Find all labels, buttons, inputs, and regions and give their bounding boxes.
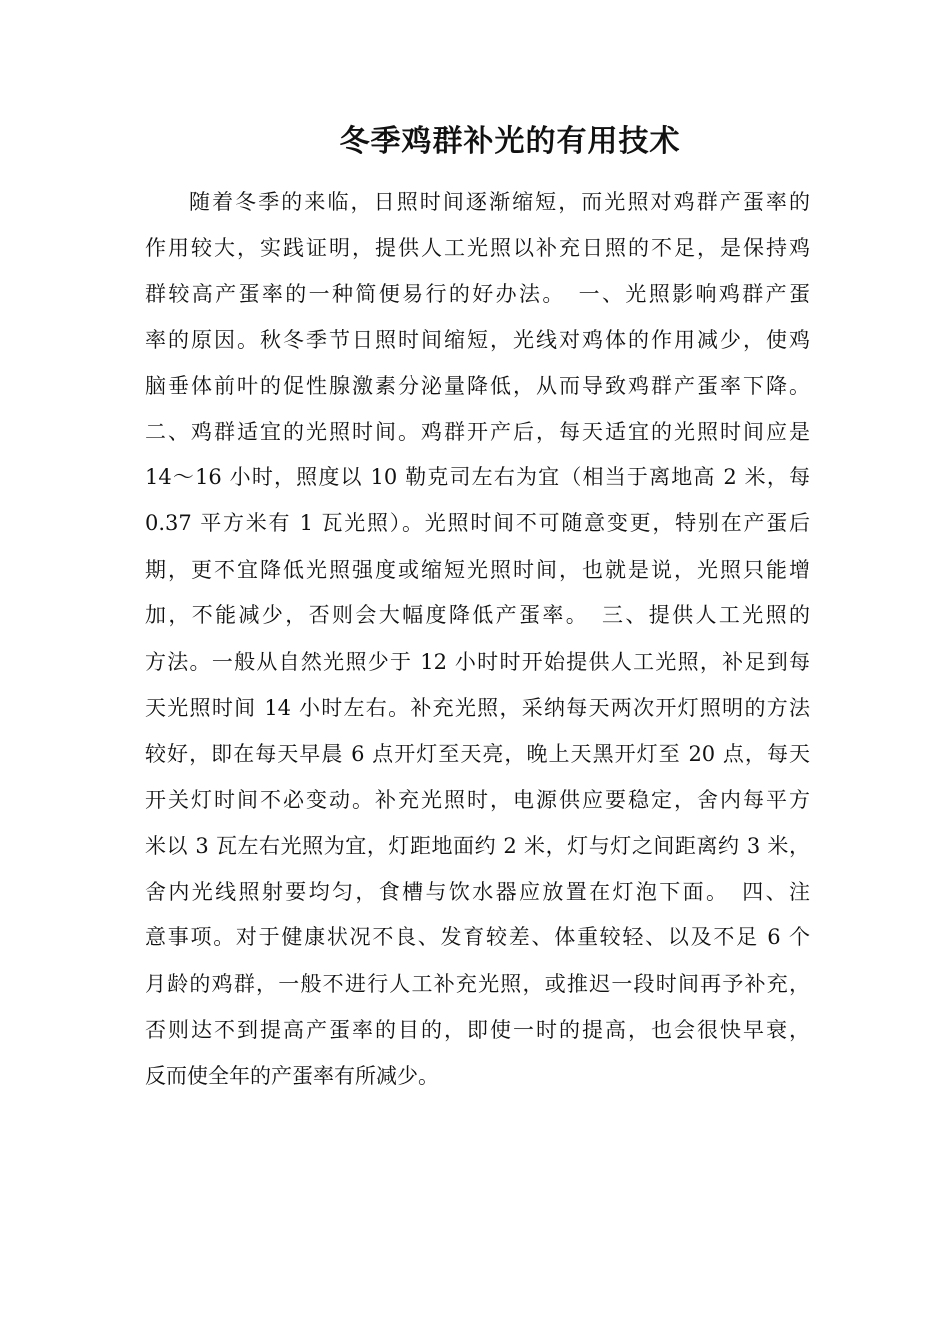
body-line: 方法。一般从自然光照少于 12 小时时开始提供人工光照，补足到每: [145, 650, 810, 674]
body-line: 米以 3 瓦左右光照为宜，灯距地面约 2 米，灯与灯之间距离约 3 米，: [145, 834, 810, 858]
body-line: 加，不能减少，否则会大幅度降低产蛋率。 三、提供人工光照的: [145, 603, 810, 627]
body-line: 0.37 平方米有 1 瓦光照）。光照时间不可随意变更，特别在产蛋后: [145, 511, 810, 535]
body-line: 率的原因。秋冬季节日照时间缩短，光线对鸡体的作用减少，使鸡: [145, 328, 810, 352]
body-line: 月龄的鸡群，一般不进行人工补充光照，或推迟一段时间再予补充，: [145, 972, 810, 996]
body-line: 二、鸡群适宜的光照时间。鸡群开产后，每天适宜的光照时间应是: [145, 420, 810, 444]
body-line: 天光照时间 14 小时左右。补充光照，采纳每天两次开灯照明的方法: [145, 696, 810, 720]
body-line: 反而使全年的产蛋率有所减少。: [145, 1064, 439, 1088]
body-line: 脑垂体前叶的促性腺激素分泌量降低，从而导致鸡群产蛋率下降。: [145, 374, 810, 398]
body-line: 开关灯时间不必变动。补充光照时，电源供应要稳定，舍内每平方: [145, 788, 810, 812]
body-line: 14～16 小时，照度以 10 勒克司左右为宜（相当于离地高 2 米，每: [145, 465, 810, 489]
body-line: 较好，即在每天早晨 6 点开灯至天亮，晚上天黑开灯至 20 点，每天: [145, 742, 810, 766]
body-line: 作用较大，实践证明，提供人工光照以补充日照的不足，是保持鸡: [145, 236, 810, 260]
body-line: 舍内光线照射要均匀，食槽与饮水器应放置在灯泡下面。 四、注: [145, 880, 810, 904]
body-line: 随着冬季的来临，日照时间逐渐缩短，而光照对鸡群产蛋率的: [189, 190, 810, 214]
body-line: 否则达不到提高产蛋率的目的，即使一时的提高，也会很快早衰，: [145, 1018, 810, 1042]
body-line: 期，更不宜降低光照强度或缩短光照时间，也就是说，光照只能增: [145, 558, 810, 582]
document-title: 冬季鸡群补光的有用技术: [339, 124, 681, 159]
body-line: 意事项。对于健康状况不良、发育较差、体重较轻、以及不足 6 个: [145, 925, 810, 949]
body-line: 群较高产蛋率的一种简便易行的好办法。 一、光照影响鸡群产蛋: [145, 282, 810, 306]
